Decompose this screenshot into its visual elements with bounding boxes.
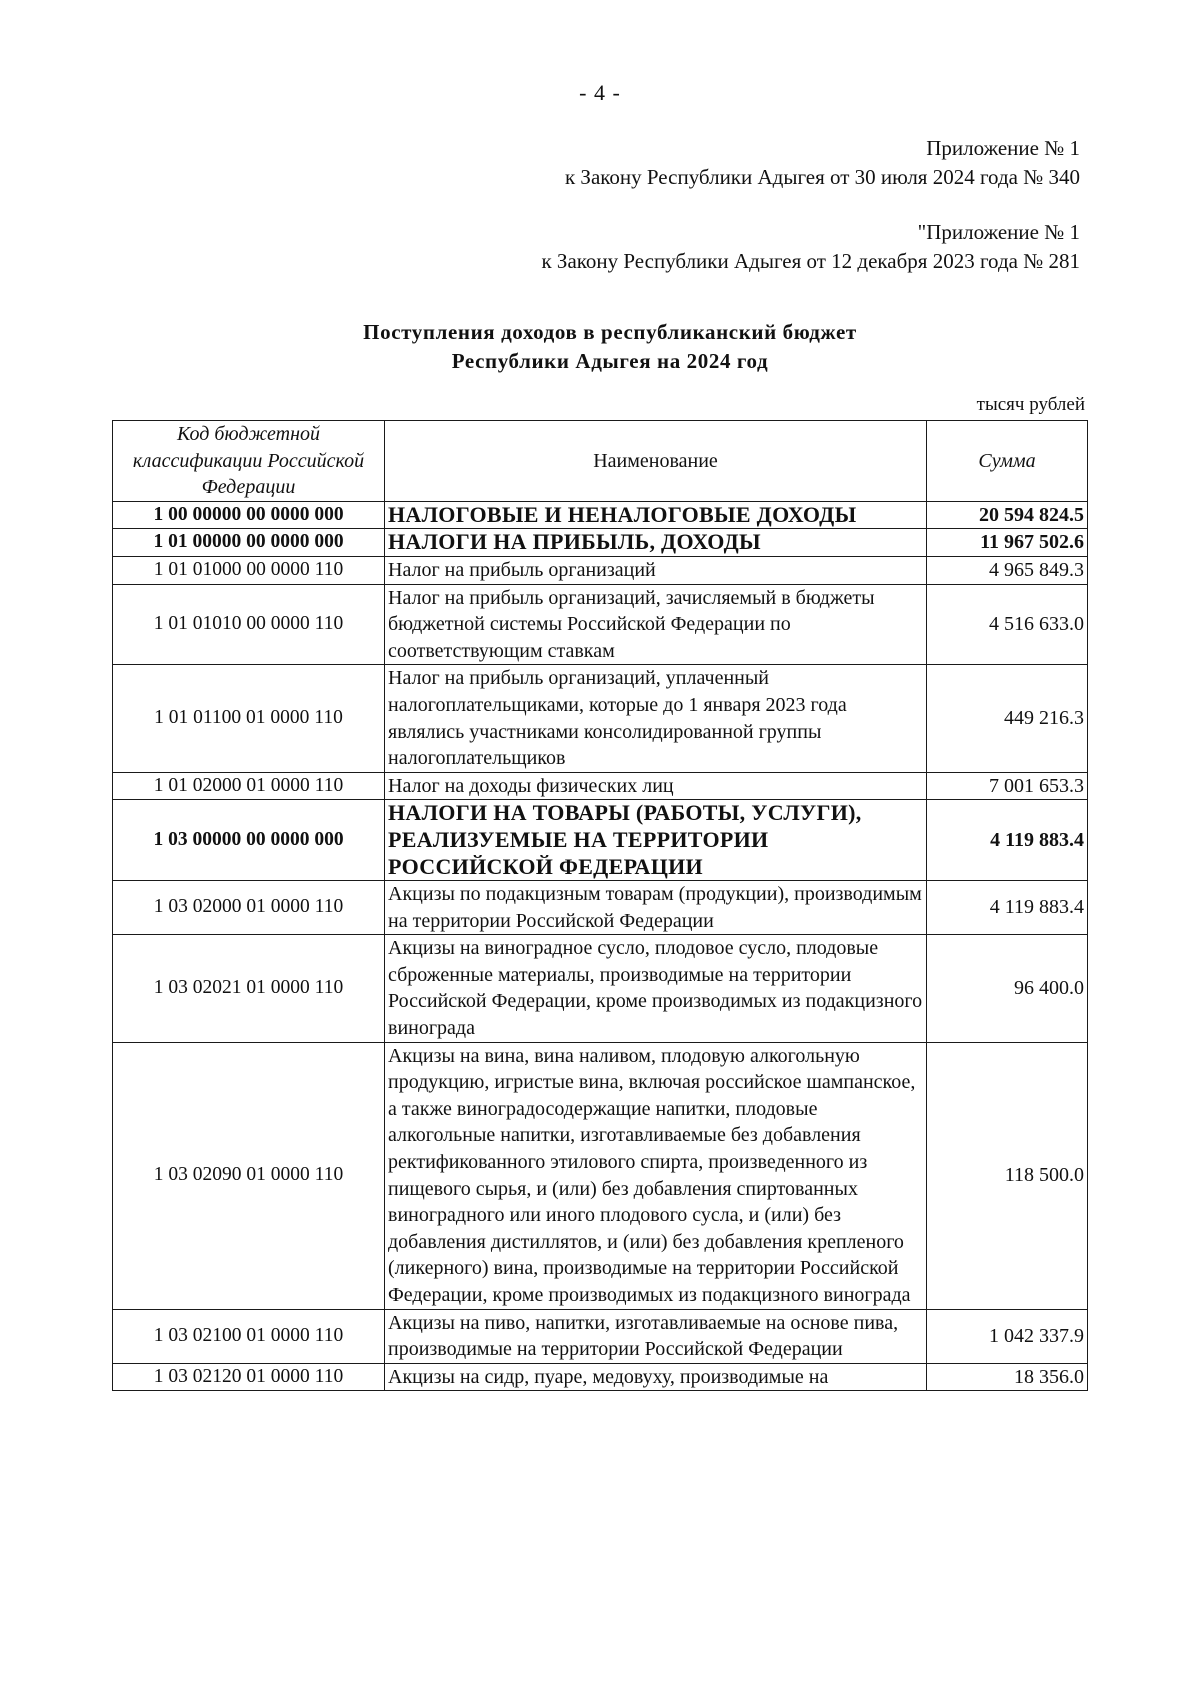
row-code: 1 01 01010 00 0000 110 <box>113 584 385 665</box>
row-code: 1 01 01000 00 0000 110 <box>113 556 385 584</box>
table-row <box>113 935 1088 1042</box>
table-row <box>113 772 1088 800</box>
table-row <box>113 1309 1088 1363</box>
row-code: 1 03 02120 01 0000 110 <box>113 1363 385 1390</box>
row-name: Акцизы на сидр, пуаре, медовуху, производимые на <box>385 1363 927 1390</box>
row-code: 1 03 00000 00 0000 000 <box>113 800 385 881</box>
table-row <box>113 881 1088 935</box>
row-name: Налог на прибыль организаций, уплаченный налогоплательщиками, которые до 1 января 2023 года являлись участниками консолидированной группы налогоплательщиков <box>385 665 927 772</box>
row-code: 1 03 02000 01 0000 110 <box>113 881 385 935</box>
revenue-table <box>112 420 1088 1391</box>
annex-original-line1: "Приложение № 1 <box>917 220 1080 244</box>
table-row <box>113 1363 1088 1390</box>
header-code: Код бюджетной классификации Российской Федерации <box>113 421 385 502</box>
row-sum: 118 500.0 <box>927 1042 1088 1309</box>
row-code: 1 03 02021 01 0000 110 <box>113 935 385 1042</box>
row-sum: 18 356.0 <box>927 1363 1088 1390</box>
row-code: 1 03 02090 01 0000 110 <box>113 1042 385 1309</box>
row-name: Акцизы на виноградное сусло, плодовое сусло, плодовые сброженные материалы, производимые на территории Российской Федерации, кроме производимых из подакцизного винограда <box>385 935 927 1042</box>
row-sum: 11 967 502.6 <box>927 529 1088 557</box>
annex-current-line2: к Закону Республики Адыгея от 30 июля 2024 года № 340 <box>564 165 1080 189</box>
row-sum: 20 594 824.5 <box>927 501 1088 529</box>
annex-current-reference <box>565 134 1080 192</box>
row-code: 1 01 00000 00 0000 000 <box>113 529 385 557</box>
row-code: 1 03 02100 01 0000 110 <box>113 1309 385 1363</box>
annex-original-line2: к Закону Республики Адыгея от 12 декабря 2023 года № 281 <box>541 249 1080 273</box>
table-row <box>113 556 1088 584</box>
document-title-line2: Республики Адыгея на 2024 год <box>451 349 769 373</box>
row-name: Акцизы на вина, вина наливом, плодовую алкогольную продукцию, игристые вина, включая российское шампанское, а также виноградосодержащие напитки, плодовые алкогольные напитки, изготавливаемые без добавления ректификованного этилового спирта, произведенного из пищевого сырья, и (или) без добавления спиртованных виноградного или иного плодового сусла, и (или) без добавления дистиллятов, и (или) без добавления крепленого (ликерного) вина, производимые на территории Российской Федерации, кроме производимых из подакцизного винограда <box>385 1042 927 1309</box>
row-code: 1 01 01100 01 0000 110 <box>113 665 385 772</box>
row-sum: 4 119 883.4 <box>927 881 1088 935</box>
table-row <box>113 665 1088 772</box>
row-sum: 7 001 653.3 <box>927 772 1088 800</box>
table-row <box>113 584 1088 665</box>
row-sum: 449 216.3 <box>927 665 1088 772</box>
table-header-row <box>113 421 1088 502</box>
document-title <box>110 318 1110 376</box>
page-number: - 4 - <box>579 80 621 105</box>
table-row <box>113 800 1088 881</box>
row-name: НАЛОГИ НА ПРИБЫЛЬ, ДОХОДЫ <box>385 529 927 557</box>
row-sum: 4 516 633.0 <box>927 584 1088 665</box>
row-code: 1 00 00000 00 0000 000 <box>113 501 385 529</box>
row-name: НАЛОГИ НА ТОВАРЫ (РАБОТЫ, УСЛУГИ), РЕАЛИЗУЕМЫЕ НА ТЕРРИТОРИИ РОССИЙСКОЙ ФЕДЕРАЦИИ <box>385 800 927 881</box>
annex-original-reference <box>541 218 1080 276</box>
row-code: 1 01 02000 01 0000 110 <box>113 772 385 800</box>
row-sum: 96 400.0 <box>927 935 1088 1042</box>
row-name: Налог на прибыль организаций, зачисляемый в бюджеты бюджетной системы Российской Федерации по соответствующим ставкам <box>385 584 927 665</box>
row-name: Акцизы по подакцизным товарам (продукции), производимым на территории Российской Федерации <box>385 881 927 935</box>
row-sum: 4 119 883.4 <box>927 800 1088 881</box>
table-row <box>113 1042 1088 1309</box>
header-sum: Сумма <box>927 421 1088 502</box>
row-sum: 1 042 337.9 <box>927 1309 1088 1363</box>
document-title-line1: Поступления доходов в республиканский бюджет <box>363 320 857 344</box>
table-row <box>113 501 1088 529</box>
row-sum: 4 965 849.3 <box>927 556 1088 584</box>
annex-current-line1: Приложение № 1 <box>926 136 1080 160</box>
row-name: Акцизы на пиво, напитки, изготавливаемые на основе пива, производимые на территории Российской Федерации <box>385 1309 927 1363</box>
header-name: Наименование <box>385 421 927 502</box>
row-name: НАЛОГОВЫЕ И НЕНАЛОГОВЫЕ ДОХОДЫ <box>385 501 927 529</box>
row-name: Налог на прибыль организаций <box>385 556 927 584</box>
units-label: тысяч рублей <box>976 394 1085 415</box>
row-name: Налог на доходы физических лиц <box>385 772 927 800</box>
table-row <box>113 529 1088 557</box>
